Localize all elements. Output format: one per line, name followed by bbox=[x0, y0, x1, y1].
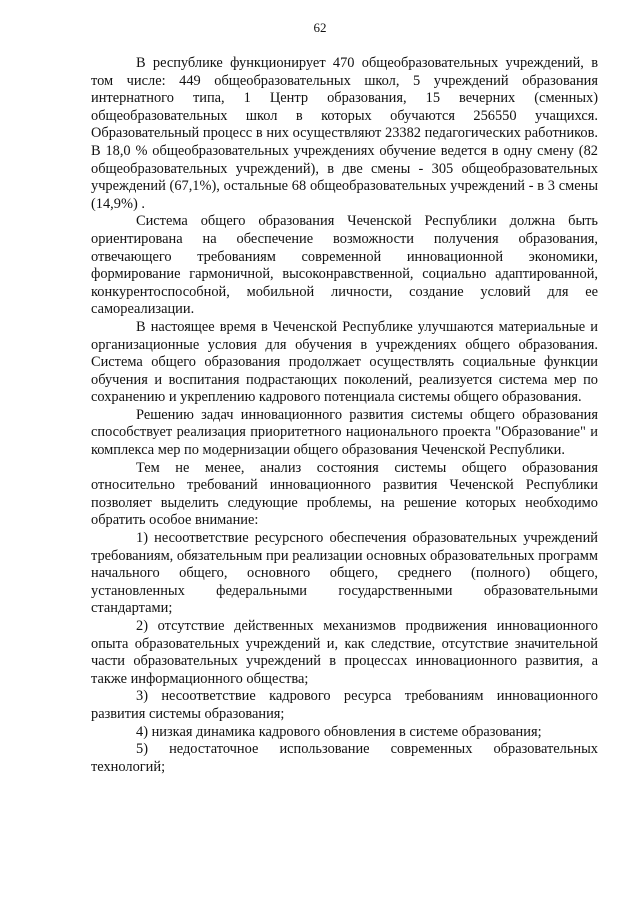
paragraph-institutions-stats: В республике функционирует 470 общеобразовательных учреждений, в том числе: 449 общеобразовательных школ, 5 учреждений образования интернатного типа, 1 Центр образования, 15 вечерних (сменных) общеобразовательных школ в которых обучаются 256550 учащихся. Образовательный процесс в них осуществляют 23382 педагогических работников. В 18,0 % общеобразовательных учреждениях обучение ведется в одну смену (82 общеобразовательных учреждений), в две смены - 305 общеобразовательных учреждений (67,1%), остальные 68 общеобразовательных учреждений - в 3 смены (14,9%) . bbox=[91, 55, 598, 212]
list-item-problem-4: 4) низкая динамика кадрового обновления в системе образования; bbox=[136, 723, 542, 740]
list-item-problem-2: 2) отсутствие действенных механизмов продвижения инновационного опыта образовательных учреждений и, как следствие, отсутствие значительной части образовательных учреждений в процессах инновационного развития, а также информационного общества; bbox=[91, 618, 598, 687]
list-item-problem-1: 1) несоответствие ресурсного обеспечения образовательных учреждений требованиям, обязательным при реализации основных образовательных программ начального общего, основного общего, среднего (полного) общего, установленных федеральными государственными образовательными стандартами; bbox=[91, 530, 598, 617]
paragraph-problems-intro: Тем не менее, анализ состояния системы общего образования относительно требований инновационного развития Чеченской Республики позволяет выделить следующие проблемы, на решение которых необходимо обратить особое внимание: bbox=[91, 459, 598, 529]
list-item-problem-5: 5) недостаточное использование современных образовательных технологий; bbox=[91, 741, 598, 775]
paragraph-system-orientation: Система общего образования Чеченской Республики должна быть ориентирована на обеспечение возможности получения образования, отвечающего требованиям современной инновационной экономики, формирование гармоничной, высоконравственной, социально адаптированной, конкурентоспособной, мобильной личности, создание условий для ее самореализации. bbox=[91, 213, 598, 318]
page-number: 62 bbox=[313, 20, 327, 35]
body-text bbox=[91, 55, 598, 776]
paragraph-innovation-tasks: Решению задач инновационного развития системы общего образования способствует реализация приоритетного национального проекта "Образование" и комплекса мер по модернизации общего образования Чеченской Республики. bbox=[91, 406, 598, 459]
list-item-problem-3: 3) несоответствие кадрового ресурса требованиям инновационного развития системы образования; bbox=[91, 688, 598, 722]
paragraph-current-conditions: В настоящее время в Чеченской Республике улучшаются материальные и организационные условия для обучения в учреждениях общего образования. Система общего образования продолжает осуществлять социальные функции обучения и воспитания подрастающих поколений, реализуется система мер по сохранению и укреплению кадрового потенциала системы общего образования. bbox=[91, 318, 598, 406]
